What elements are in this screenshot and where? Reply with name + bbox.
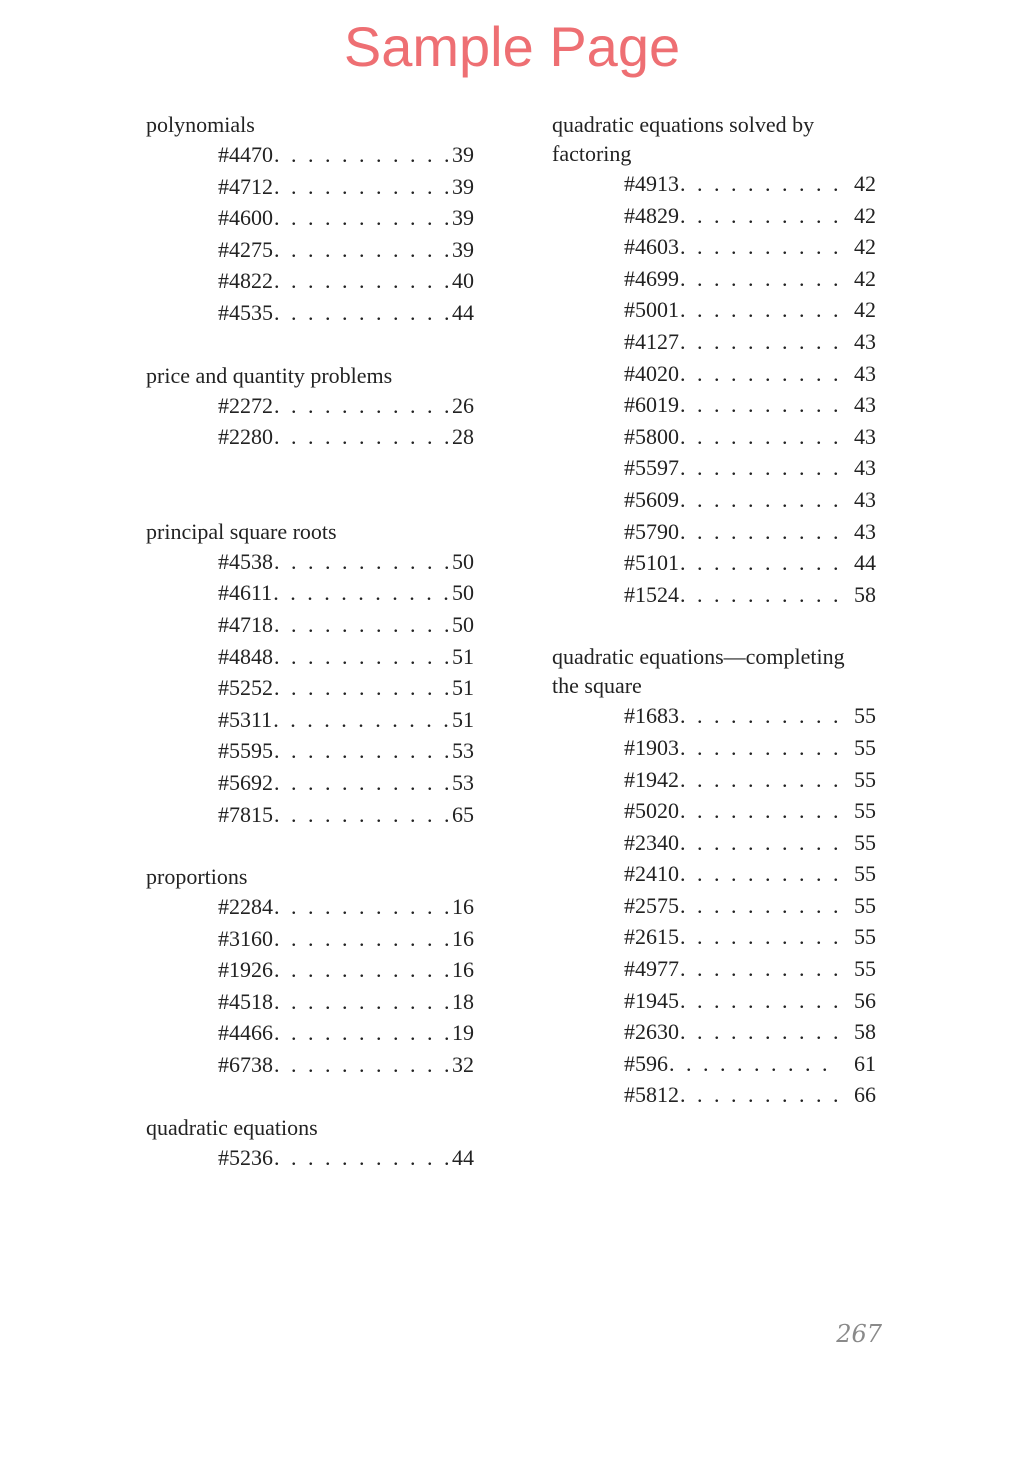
dot-leader	[272, 704, 448, 736]
dot-leader	[273, 641, 448, 673]
entry-id: #7815	[218, 801, 273, 827]
dot-leader	[679, 294, 838, 326]
dot-leader	[272, 577, 448, 609]
dot-leader	[679, 1016, 838, 1048]
entry-id: #596	[624, 1050, 668, 1076]
index-entry	[218, 139, 474, 171]
dot-leader	[273, 297, 448, 329]
entry-id: #5812	[624, 1082, 679, 1108]
dot-leader	[273, 546, 448, 578]
dot-leader	[273, 1142, 448, 1174]
entry-page-number: 39	[452, 205, 474, 231]
entry-page-number: 18	[452, 988, 474, 1014]
entry-id: #4718	[218, 611, 273, 637]
entry-id: #5597	[624, 455, 679, 481]
dot-leader	[679, 732, 838, 764]
entry-page-number: 43	[854, 423, 876, 449]
entry-page-number: 53	[452, 738, 474, 764]
entry-id: #5692	[218, 769, 273, 795]
index-group	[146, 1113, 486, 1174]
entry-page-number: 42	[854, 234, 876, 260]
dot-leader	[273, 1017, 448, 1049]
index-column-right	[552, 110, 892, 1143]
dot-leader	[679, 421, 838, 453]
entry-page-number: 44	[452, 299, 474, 325]
entry-id: #4611	[218, 580, 273, 606]
entry-id: #6738	[218, 1052, 273, 1078]
entry-page-number: 66	[854, 1082, 876, 1108]
index-entry	[218, 986, 474, 1018]
dot-leader	[273, 799, 448, 831]
index-entry	[218, 421, 474, 453]
index-entry	[218, 767, 474, 799]
index-entry	[218, 1017, 474, 1049]
entry-page-number: 43	[854, 518, 876, 544]
index-entry	[624, 421, 876, 453]
index-entry	[218, 923, 474, 955]
entry-id: #4977	[624, 956, 679, 982]
entry-page-number: 42	[854, 171, 876, 196]
entry-id: #5020	[624, 798, 679, 824]
index-entry	[624, 168, 876, 200]
entry-id: #1524	[624, 581, 679, 607]
index-entry	[624, 890, 876, 922]
index-entry	[218, 297, 474, 329]
entry-page-number: 16	[452, 957, 474, 983]
dot-leader	[679, 200, 838, 232]
entry-id: #4822	[218, 268, 273, 294]
entry-page-number: 28	[452, 424, 474, 450]
index-entry	[624, 484, 876, 516]
entry-page-number: 42	[854, 265, 876, 291]
entry-id: #5252	[218, 675, 273, 701]
dot-leader	[679, 516, 838, 548]
dot-leader	[273, 1049, 448, 1081]
entry-id: #1926	[218, 957, 273, 983]
entry-page-number: 58	[854, 581, 876, 607]
dot-leader	[679, 985, 838, 1017]
dot-leader	[679, 921, 838, 953]
index-heading: price and quantity problems	[146, 362, 393, 388]
entry-id: #4913	[624, 171, 679, 196]
entry-id: #4470	[218, 142, 273, 167]
index-entry	[624, 358, 876, 390]
dot-leader	[679, 358, 838, 390]
index-entry	[218, 390, 474, 422]
entry-page-number: 55	[854, 734, 876, 760]
index-entry	[218, 265, 474, 297]
entry-page-number: 55	[854, 829, 876, 855]
entry-page-number: 16	[452, 894, 474, 920]
entry-id: #2630	[624, 1019, 679, 1045]
dot-leader	[679, 168, 838, 200]
index-group	[552, 642, 892, 1111]
index-group	[146, 361, 486, 453]
dot-leader	[668, 1048, 838, 1080]
index-entry	[624, 985, 876, 1017]
index-entry	[624, 858, 876, 890]
index-entry	[624, 231, 876, 263]
entry-page-number: 32	[452, 1052, 474, 1078]
dot-leader	[679, 858, 838, 890]
index-heading: proportions	[146, 864, 248, 890]
entry-page-number: 55	[854, 892, 876, 918]
index-entry	[218, 546, 474, 578]
entry-page-number: 51	[452, 706, 474, 732]
index-entry	[624, 1079, 876, 1111]
entry-id: #6019	[624, 392, 679, 418]
entry-id: #1683	[624, 703, 679, 729]
entry-page-number: 19	[452, 1020, 474, 1046]
entry-id: #5595	[218, 738, 273, 764]
dot-leader	[679, 890, 838, 922]
index-entry	[624, 795, 876, 827]
entry-id: #4603	[624, 234, 679, 260]
entry-page-number: 55	[854, 956, 876, 982]
index-entry	[218, 735, 474, 767]
dot-leader	[273, 672, 448, 704]
dot-leader	[679, 326, 838, 358]
dot-leader	[273, 923, 448, 955]
entry-page-number: 42	[854, 297, 876, 323]
index-entry	[624, 1048, 876, 1080]
entry-page-number: 39	[452, 236, 474, 262]
entry-page-number: 16	[452, 925, 474, 951]
entry-page-number: 55	[854, 861, 876, 887]
dot-leader	[273, 609, 448, 641]
index-entry	[218, 891, 474, 923]
dot-leader	[273, 234, 448, 266]
index-entry	[218, 1142, 474, 1174]
sample-page-watermark: Sample Page	[343, 15, 681, 78]
entry-id: #1903	[624, 734, 679, 760]
dot-leader	[679, 764, 838, 796]
dot-leader	[273, 265, 448, 297]
index-group	[146, 862, 486, 1081]
index-entry	[624, 579, 876, 611]
entry-page-number: 43	[854, 486, 876, 512]
entry-page-number: 43	[854, 360, 876, 386]
entry-id: #1942	[624, 766, 679, 792]
entry-id: #5311	[218, 706, 273, 732]
index-entry	[624, 732, 876, 764]
dot-leader	[679, 1079, 838, 1111]
dot-leader	[679, 452, 838, 484]
entry-page-number: 58	[854, 1019, 876, 1045]
dot-leader	[679, 263, 838, 295]
index-entry	[218, 202, 474, 234]
dot-leader	[273, 139, 448, 171]
index-heading: quadratic equations—completing the square	[552, 644, 845, 699]
entry-page-number: 26	[452, 392, 474, 418]
entry-id: #4127	[624, 328, 679, 354]
dot-leader	[679, 389, 838, 421]
entry-page-number: 43	[854, 328, 876, 354]
entry-id: #4466	[218, 1020, 273, 1046]
entry-page-number: 50	[452, 548, 474, 574]
entry-page-number: 55	[854, 766, 876, 792]
index-entry	[624, 294, 876, 326]
entry-page-number: 44	[854, 550, 876, 576]
entry-id: #5609	[624, 486, 679, 512]
entry-id: #2272	[218, 392, 273, 418]
dot-leader	[273, 202, 448, 234]
dot-leader	[273, 421, 448, 453]
entry-id: #4712	[218, 173, 273, 199]
index-entry	[624, 547, 876, 579]
dot-leader	[679, 547, 838, 579]
index-entry	[624, 764, 876, 796]
index-entry	[624, 200, 876, 232]
index-entry	[624, 516, 876, 548]
index-heading: quadratic equations solved by factoring	[552, 112, 815, 166]
entry-page-number: 65	[452, 801, 474, 827]
entry-id: #5790	[624, 518, 679, 544]
index-entry	[624, 452, 876, 484]
index-entry	[218, 609, 474, 641]
index-entry	[624, 953, 876, 985]
index-entry	[218, 704, 474, 736]
dot-leader	[679, 579, 838, 611]
dot-leader	[679, 953, 838, 985]
index-heading: polynomials	[146, 112, 255, 137]
entry-page-number: 51	[452, 675, 474, 701]
entry-id: #4020	[624, 360, 679, 386]
index-entry	[624, 1016, 876, 1048]
entry-id: #2410	[624, 861, 679, 887]
index-entry	[218, 171, 474, 203]
dot-leader	[273, 891, 448, 923]
index-entry	[624, 263, 876, 295]
entry-page-number: 42	[854, 202, 876, 228]
entry-id: #5800	[624, 423, 679, 449]
dot-leader	[273, 735, 448, 767]
entry-id: #4275	[218, 236, 273, 262]
dot-leader	[679, 795, 838, 827]
dot-leader	[273, 767, 448, 799]
entry-page-number: 40	[452, 268, 474, 294]
index-group	[146, 110, 486, 329]
entry-id: #4538	[218, 548, 273, 574]
index-entry	[218, 1049, 474, 1081]
entry-id: #5236	[218, 1144, 273, 1170]
dot-leader	[273, 390, 448, 422]
entry-id: #4518	[218, 988, 273, 1014]
entry-id: #2615	[624, 924, 679, 950]
entry-id: #4848	[218, 643, 273, 669]
entry-page-number: 53	[452, 769, 474, 795]
entry-id: #2284	[218, 894, 273, 920]
entry-id: #3160	[218, 925, 273, 951]
index-entry	[624, 700, 876, 732]
dot-leader	[273, 954, 448, 986]
entry-page-number: 51	[452, 643, 474, 669]
entry-id: #2340	[624, 829, 679, 855]
entry-page-number: 43	[854, 392, 876, 418]
index-entry	[218, 641, 474, 673]
entry-page-number: 61	[854, 1050, 876, 1076]
index-column-left	[146, 110, 486, 1205]
entry-page-number: 39	[452, 173, 474, 199]
dot-leader	[679, 700, 838, 732]
entry-id: #5101	[624, 550, 679, 576]
entry-page-number: 50	[452, 580, 474, 606]
entry-page-number: 39	[452, 142, 474, 167]
entry-id: #4600	[218, 205, 273, 231]
entry-id: #1945	[624, 987, 679, 1013]
entry-page-number: 55	[854, 798, 876, 824]
entry-id: #4829	[624, 202, 679, 228]
index-heading: quadratic equations	[146, 1114, 318, 1140]
entry-page-number: 50	[452, 611, 474, 637]
index-entry	[624, 326, 876, 358]
index-entry	[218, 799, 474, 831]
entry-page-number: 55	[854, 924, 876, 950]
entry-page-number: 44	[452, 1144, 474, 1170]
dot-leader	[273, 171, 448, 203]
dot-leader	[679, 231, 838, 263]
entry-page-number: 55	[854, 703, 876, 729]
entry-id: #2575	[624, 892, 679, 918]
dot-leader	[679, 827, 838, 859]
dot-leader	[679, 484, 838, 516]
dot-leader	[273, 986, 448, 1018]
entry-id: #4699	[624, 265, 679, 291]
index-entry	[218, 234, 474, 266]
index-entry	[624, 921, 876, 953]
index-entry	[624, 827, 876, 859]
index-group	[552, 110, 892, 610]
entry-page-number: 56	[854, 987, 876, 1013]
index-group	[146, 517, 486, 830]
index-entry	[624, 389, 876, 421]
entry-id: #5001	[624, 297, 679, 323]
page-number: 267	[836, 1320, 882, 1348]
index-entry	[218, 672, 474, 704]
entry-id: #4535	[218, 299, 273, 325]
index-entry	[218, 954, 474, 986]
entry-id: #2280	[218, 424, 273, 450]
index-heading: principal square roots	[146, 518, 337, 544]
entry-page-number: 43	[854, 455, 876, 481]
index-entry	[218, 577, 474, 609]
